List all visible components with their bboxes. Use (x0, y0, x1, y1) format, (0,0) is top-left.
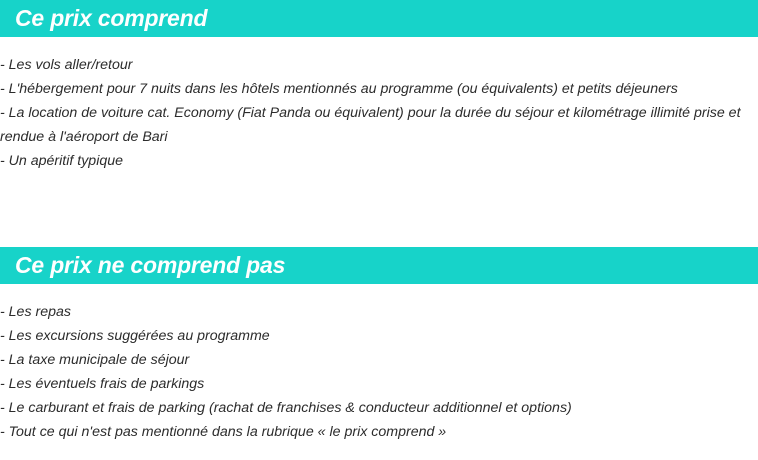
list-item: - Un apéritif typique (0, 153, 124, 169)
price-includes-list (0, 37, 758, 173)
price-excludes-list (0, 284, 758, 444)
list-item: - Le carburant et frais de parking (rachat de franchises & conducteur additionnel et options) (0, 400, 572, 416)
price-excludes-section (0, 247, 758, 444)
price-includes-header (0, 0, 758, 37)
price-excludes-title: Ce prix ne comprend pas (15, 252, 286, 278)
list-item: - La location de voiture cat. Economy (Fiat Panda ou équivalent) pour la durée du séjour et kilométrage illimité prise et rendue à l'aéroport de Bari (0, 105, 741, 145)
list-item: - La taxe municipale de séjour (0, 352, 190, 368)
list-item: - Les éventuels frais de parkings (0, 376, 205, 392)
price-excludes-header (0, 247, 758, 284)
price-includes-title: Ce prix comprend (15, 5, 208, 31)
list-item: - Les excursions suggérées au programme (0, 328, 270, 344)
list-item: - Les repas (0, 304, 71, 320)
list-item: - L'hébergement pour 7 nuits dans les hôtels mentionnés au programme (ou équivalents) et petits déjeuners (0, 81, 678, 97)
list-item: - Tout ce qui n'est pas mentionné dans la rubrique « le prix comprend » (0, 424, 447, 440)
price-includes-section (0, 0, 758, 173)
list-item: - Les vols aller/retour (0, 57, 133, 73)
